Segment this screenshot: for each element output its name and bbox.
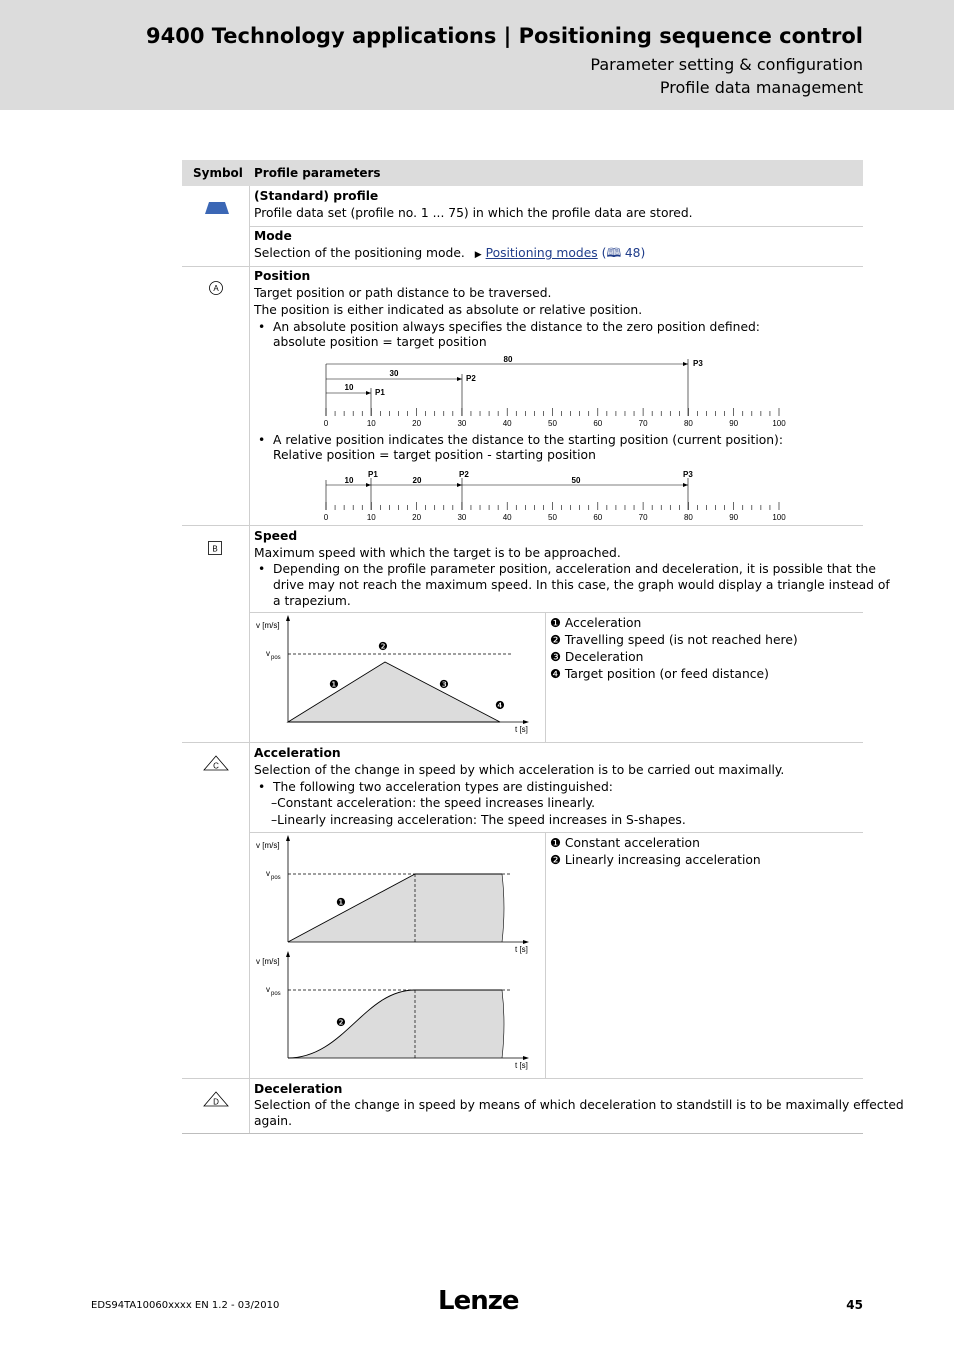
row-divider — [249, 226, 863, 227]
profile-trapezoid-icon — [204, 200, 230, 219]
deceleration-symbol-triangle-d-icon — [203, 1091, 229, 1111]
col-params-header: Profile parameters — [254, 166, 381, 180]
accel2-ylabel: v [m/s] — [256, 957, 280, 966]
rel-p2: P2 — [459, 470, 469, 479]
speed-bullet1a: Depending on the profile parameter position, acceleration and deceleration, it is possible that the — [273, 562, 876, 576]
scale-tick-label: 0 — [323, 419, 329, 428]
legend-item: ❶ Constant acceleration — [550, 836, 700, 850]
scale-tick-label: 20 — [412, 419, 422, 428]
accel1-ylabel: v [m/s] — [256, 841, 280, 850]
scale-tick-label: 90 — [729, 419, 739, 428]
position-title: Position — [254, 269, 311, 283]
marker-2: ❷ — [378, 641, 388, 653]
marker-1: ❶ — [336, 897, 346, 909]
legend-item: ❹ Target position (or feed distance) — [550, 667, 769, 681]
scale-tick-label: 90 — [729, 513, 739, 522]
position-bullet2a: A relative position indicates the distance to the starting position (current position): — [273, 433, 784, 447]
acceleration-dash2: –Linearly increasing acceleration: The speed increases in S-shapes. — [271, 813, 686, 827]
abs-label-30: 30 — [389, 369, 399, 378]
lenze-logo: Lenze — [438, 1286, 519, 1316]
book-icon: 🕮 — [606, 246, 621, 260]
profile-title: (Standard) profile — [254, 189, 379, 203]
scale-tick-label: 70 — [638, 513, 648, 522]
mode-title: Mode — [254, 229, 292, 243]
scale-tick-label: 40 — [502, 419, 512, 428]
accel2-vpos-sub: pos — [271, 991, 281, 997]
position-line1: Target position or path distance to be traversed. — [254, 286, 552, 300]
rel-label-20: 20 — [412, 476, 422, 485]
graph-divider — [545, 612, 546, 742]
abs-p1: P1 — [375, 388, 385, 397]
scale-tick-label: 10 — [366, 513, 376, 522]
rel-p3: P3 — [683, 470, 693, 479]
acceleration-dash1: –Constant acceleration: the speed increases linearly. — [271, 796, 596, 810]
acceleration-graphs — [254, 835, 544, 1075]
abs-label-80: 80 — [503, 355, 513, 364]
acceleration-legend — [550, 835, 761, 869]
acceleration-line1: Selection of the change in speed by which acceleration is to be carried out maximally. — [254, 763, 785, 777]
profile-parameters-table: Symbol Profile parameters (Standard) profile Profile data set (profile no. 1 ... 75) in which the profile data are stored. Mode Selection of the positioning mode. ▶ Positioning modes (🕮 48) A Position Target position or path distance to be traversed. The position is either indicated as absolute or relative position. • An absolute position always specifies the distance to the zero position defined: absolute position = target position 80 P3 30 P2 10 P1 0 10 20 30 40 50 60 70 80 90 100 • A relative position indicates the distance to the starting position (current position): Relative position = target position - starting position 10 20 50 P1 P2 P3 0 10 20 30 40 50 60 70 80 90 100 B Speed Maximum speed with which the target is to be approached. • Depending on the profile parameter position, acceleration and deceleration, it is possible that the drive may not reach the maximum speed. In this case, the graph would display a triangle instead of a trapezium. v [m/s] v pos t [s] ❷ ❶ ❸ ❹ ❶ Acceleration ❷ Travelling speed (is not reached here) ❸ Deceleration ❹ Target position (or feed distance) C Acceleration Selection of the change in speed by which acceleration is to be carried out maximally. • The following two acceleration types are distinguished: –Constant acceleration: the speed increases linearly. –Linearly increasing acceleration: The speed increases in S-shapes. v [m/s] v pos t [s] ❶ v [m/s] v pos t [s] ❷ ❶ Constant acceleration ❷ Linearly increasing acceleration D Deceleration Selection of the change in speed by means of which deceleration to standstill is to be maximally effected again. — [182, 160, 863, 1135]
speed-vpos-sub: pos — [271, 655, 281, 661]
scale-tick-label: 100 — [772, 419, 786, 428]
abs-p3: P3 — [693, 359, 703, 368]
accel1-vpos-sub: pos — [271, 875, 281, 881]
section-subtitle: Parameter setting & configuration — [590, 55, 863, 74]
speed-triangle-graph — [254, 615, 544, 739]
scale-tick-label: 30 — [457, 419, 467, 428]
speed-vpos: v — [266, 649, 270, 658]
svg-text:A: A — [213, 284, 219, 293]
marker-4: ❹ — [495, 700, 505, 712]
scale-tick-label: 70 — [638, 419, 648, 428]
row-divider — [182, 742, 863, 743]
svg-text:C: C — [213, 761, 219, 771]
acceleration-title: Acceleration — [254, 746, 341, 760]
subsection-subtitle: Profile data management — [659, 78, 863, 97]
legend-item: ❷ Travelling speed (is not reached here) — [550, 633, 798, 647]
scale-tick-label: 80 — [683, 419, 693, 428]
scale-tick-label: 100 — [772, 513, 786, 522]
scale-tick-label: 20 — [412, 513, 422, 522]
position-bullet2b: Relative position = target position - starting position — [273, 448, 596, 462]
accel1-vpos: v — [266, 869, 270, 878]
speed-xlabel: t [s] — [515, 725, 528, 734]
acceleration-symbol-triangle-c-icon — [203, 755, 229, 775]
speed-line1: Maximum speed with which the target is to be approached. — [254, 546, 621, 560]
mode-desc: Selection of the positioning mode. — [254, 246, 465, 260]
svg-text:B: B — [212, 544, 218, 554]
scale-tick-label: 50 — [548, 419, 557, 428]
document-id: EDS94TA10060xxxx EN 1.2 - 03/2010 — [91, 1300, 280, 1311]
marker-3: ❸ — [439, 679, 449, 691]
absolute-position-diagram — [317, 354, 797, 430]
abs-label-10: 10 — [344, 383, 354, 392]
row-divider — [182, 266, 863, 267]
deceleration-line1: Selection of the change in speed by means of which deceleration to standstill is to be maximally effected — [254, 1098, 904, 1112]
position-bullet1a: An absolute position always specifies the distance to the zero position defined: — [273, 320, 760, 334]
arrow-right-icon: ▶ — [474, 250, 482, 260]
col-symbol-header: Symbol — [193, 166, 243, 180]
row-divider — [249, 612, 863, 613]
positioning-modes-link[interactable]: Positioning modes — [485, 246, 598, 260]
scale-tick-label: 40 — [502, 513, 512, 522]
page-number: 45 — [846, 1298, 863, 1312]
scale-tick-label: 0 — [323, 513, 329, 522]
graph-divider — [545, 832, 546, 1078]
accel2-xlabel: t [s] — [515, 1061, 528, 1070]
page-title: 9400 Technology applications | Positioning sequence control — [145, 24, 863, 48]
speed-legend — [550, 615, 798, 683]
speed-ylabel: v [m/s] — [256, 621, 280, 630]
position-bullet1b: absolute position = target position — [273, 335, 487, 349]
deceleration-title: Deceleration — [254, 1082, 343, 1096]
table-bottom-border — [182, 1133, 863, 1134]
scale-tick-label: 60 — [593, 419, 603, 428]
deceleration-line2: again. — [254, 1114, 292, 1128]
scale-tick-label: 80 — [683, 513, 693, 522]
row-divider — [182, 1078, 863, 1079]
svg-text:D: D — [213, 1097, 219, 1107]
profile-desc: Profile data set (profile no. 1 ... 75) in which the profile data are stored. — [254, 206, 693, 220]
rel-label-10: 10 — [344, 476, 354, 485]
position-symbol-circle-a-icon — [208, 280, 224, 300]
rel-label-50: 50 — [571, 476, 581, 485]
speed-title: Speed — [254, 529, 298, 543]
legend-item: ❸ Deceleration — [550, 650, 644, 664]
scale-tick-label: 50 — [548, 513, 557, 522]
position-line2: The position is either indicated as absolute or relative position. — [254, 303, 643, 317]
rel-p1: P1 — [368, 470, 378, 479]
mode-desc-line: Selection of the positioning mode. ▶ Positioning modes (🕮 48) — [254, 246, 646, 260]
relative-position-diagram — [317, 466, 797, 524]
marker-1: ❶ — [329, 679, 339, 691]
column-divider — [249, 186, 250, 1134]
legend-item: ❷ Linearly increasing acceleration — [550, 853, 761, 867]
scale-tick-label: 10 — [366, 419, 376, 428]
abs-p2: P2 — [466, 374, 476, 383]
legend-item: ❶ Acceleration — [550, 616, 642, 630]
speed-bullet1b: drive may not reach the maximum speed. In this case, the graph would display a triangle instead of — [273, 578, 890, 592]
speed-symbol-square-b-icon — [208, 540, 222, 559]
row-divider — [182, 525, 863, 526]
scale-tick-label: 30 — [457, 513, 467, 522]
table-header — [182, 160, 863, 186]
page-header — [0, 0, 954, 110]
accel1-xlabel: t [s] — [515, 945, 528, 954]
speed-bullet1c: a trapezium. — [273, 594, 351, 608]
scale-tick-label: 60 — [593, 513, 603, 522]
acceleration-bullet1: The following two acceleration types are distinguished: — [273, 780, 613, 794]
accel2-vpos: v — [266, 985, 270, 994]
page-ref-link[interactable]: 48 — [624, 246, 641, 260]
row-divider — [249, 832, 863, 833]
marker-2: ❷ — [336, 1017, 346, 1029]
